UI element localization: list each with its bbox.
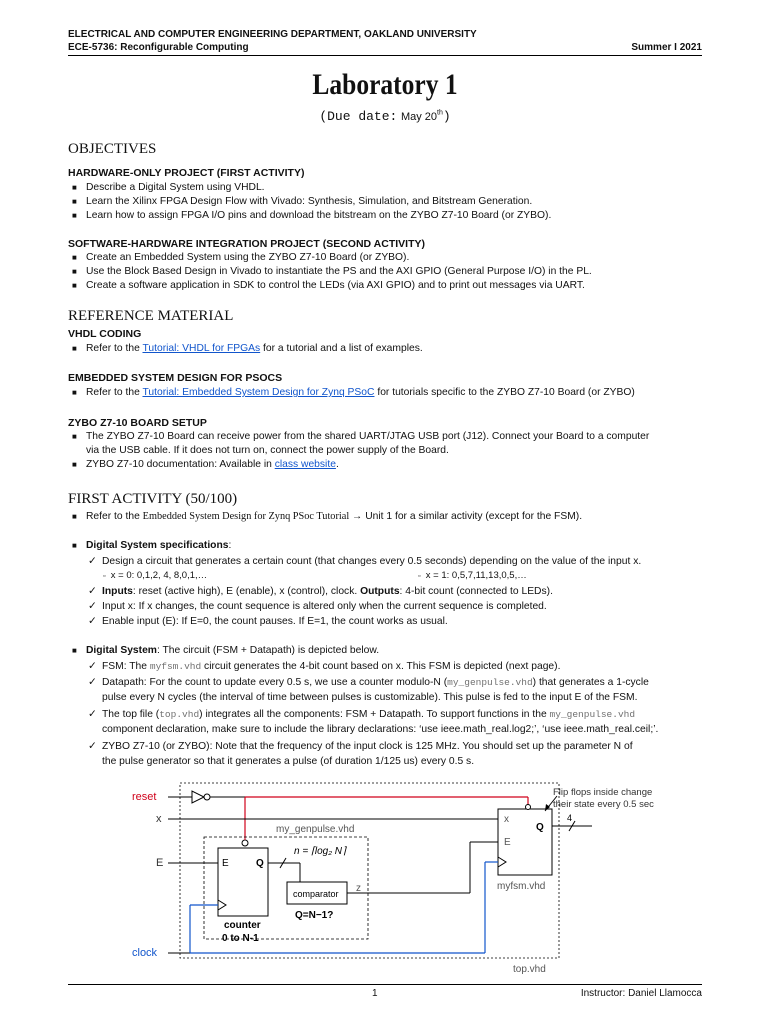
vhdl-item: ■ Refer to the Tutorial: VHDL for FPGAs for a tutorial and a list of examples. (72, 343, 423, 354)
ds-title: ■ Digital System: The circuit (FSM + Datapath) is depicted below. (72, 645, 380, 656)
page-number: 1 (372, 988, 378, 999)
class-website-link[interactable]: class website (274, 459, 336, 470)
E-label: E (156, 857, 164, 869)
fsm-name: myfsm.vhd (497, 881, 546, 892)
z-label: z (356, 883, 361, 894)
sequence-x0: ▫ x = 0: 0,1,2, 4, 8,0,1,… (103, 570, 208, 581)
hw-item: ■ Learn how to assign FPGA I/O pins and download the bitstream on the ZYBO Z7-10 Board (or ZYBO). (72, 210, 552, 221)
vhdl-title: VHDL CODING (68, 328, 142, 340)
first-refer: ■ Refer to the Embedded System Design for Zynq PSoc Tutorial → Unit 1 for a similar activity (except for the FSM). (72, 511, 583, 522)
header-dept: ELECTRICAL AND COMPUTER ENGINEERING DEPARTMENT, OAKLAND UNIVERSITY (68, 29, 477, 40)
counter-label: counter (224, 920, 261, 931)
spec-item: ✓ Design a circuit that generates a certain count (that changes every 0.5 seconds) depending on the value of the input x. (88, 556, 642, 567)
counter-E-pin: E (222, 858, 229, 869)
spec-title: ■ Digital System specifications: (72, 540, 232, 551)
bus-width: 4 (567, 813, 573, 823)
top-label: top.vhd (513, 964, 546, 975)
comparator-label: comparator (293, 889, 339, 899)
fsm-e-pin: E (504, 837, 511, 848)
sw-item: ■ Use the Block Based Design in Vivado to instantiate the PS and the AXI GPIO (General Purpose I/O) in the PL. (72, 266, 592, 277)
spec-item: ✓ Input x: If x changes, the count sequence is altered only when the current sequence is completed. (88, 601, 547, 612)
emb-tutorial-link[interactable]: Tutorial: Embedded System Design for Zynq PSoC (142, 387, 375, 398)
fsm-x-pin: x (504, 814, 509, 825)
ds-item-cont: the pulse generator so that it generates a pulse (of duration 1/125 us) every 0.5 s. (102, 756, 475, 767)
due-date: (Due date: May 20th) (319, 109, 451, 124)
zybo-item: ■ ZYBO Z7-10 documentation: Available in class website. (72, 459, 339, 470)
page-title: Laboratory 1 (312, 68, 458, 101)
sequence-x1: ▫ x = 1: 0,5,7,11,13,0,5,… (418, 570, 527, 581)
flipflop-note-1: Flip flops inside change (553, 787, 653, 798)
emb-item: ■ Refer to the Tutorial: Embedded System Design for Zynq PSoC for tutorials specific to the ZYBO Z7-10 Board (or ZYBO) (72, 387, 635, 398)
spec-item: ✓ Inputs: reset (active high), E (enable), x (control), clock. Outputs: 4-bit count (connected to LEDs). (88, 586, 553, 597)
ds-item: ✓ FSM: The myfsm.vhd circuit generates the 4-bit count based on x. This FSM is depicted (next page). (88, 661, 561, 672)
emb-title: EMBEDDED SYSTEM DESIGN FOR PSOCS (68, 372, 283, 384)
fsm-q-pin: Q (536, 822, 544, 833)
ds-item-cont: component declaration, make sure to include the library declarations: ‘use ieee.math_real.log2;’, ‘use ieee.math_real.ceil;’. (102, 724, 659, 735)
flipflop-note-2: their state every 0.5 sec (553, 799, 654, 810)
sw-item: ■ Create an Embedded System using the ZYBO Z7-10 Board (or ZYBO). (72, 252, 410, 263)
header-term: Summer I 2021 (631, 42, 702, 53)
header-course: ECE-5736: Reconfigurable Computing (68, 42, 249, 53)
ds-item: ✓ ZYBO Z7-10 (or ZYBO): Note that the frequency of the input clock is 125 MHz. You should set up the parameter N of (88, 741, 633, 752)
hw-title: HARDWARE-ONLY PROJECT (FIRST ACTIVITY) (68, 167, 305, 179)
counter-range-label: 0 to N-1 (222, 933, 259, 944)
genpulse-label: my_genpulse.vhd (276, 824, 355, 835)
objectives-heading: OBJECTIVES (68, 141, 157, 157)
inverter-icon (192, 791, 204, 803)
zybo-item-cont: via the USB cable. If it does not turn on, connect the power supply of the Board. (86, 445, 449, 456)
vhdl-tutorial-link[interactable]: Tutorial: VHDL for FPGAs (142, 343, 261, 354)
clock-label: clock (132, 947, 158, 959)
sw-title: SOFTWARE-HARDWARE INTEGRATION PROJECT (SECOND ACTIVITY) (68, 238, 425, 250)
ds-item-cont: pulse every N cycles (the interval of time between pulses is customizable). This pulse is fed to the input E of the FSM. (102, 692, 638, 703)
reset-label: reset (132, 791, 157, 803)
counter-Q-pin: Q (256, 858, 264, 869)
comparator-condition: Q=N−1? (295, 910, 334, 921)
instructor: Instructor: Daniel Llamocca (580, 988, 702, 999)
hw-item: ■ Learn the Xilinx FPGA Design Flow with Vivado: Synthesis, Simulation, and Bitstream Generation. (72, 196, 533, 207)
first-activity-heading: FIRST ACTIVITY (50/100) (68, 491, 238, 507)
sw-item: ■ Create a software application in SDK to control the LEDs (via AXI GPIO) and to print out messages via UART. (72, 280, 585, 291)
spec-item: ✓ Enable input (E): If E=0, the count pauses. If E=1, the count works as usual. (88, 616, 448, 627)
zybo-item: ■ The ZYBO Z7-10 Board can receive power from the shared UART/JTAG USB port (J12). Connect your Board to a computer (72, 431, 650, 442)
ds-item: ✓ The top file (top.vhd) integrates all the components: FSM + Datapath. To support functions in the my_genpulse.vhd (88, 709, 636, 720)
zybo-title: ZYBO Z7-10 BOARD SETUP (68, 417, 207, 429)
reference-heading: REFERENCE MATERIAL (68, 308, 234, 324)
ds-item: ✓ Datapath: For the count to update every 0.5 s, we use a counter modulo-N (my_genpulse.vhd) that generates a 1-cycle (88, 677, 649, 688)
n-formula: n = ⌈log₂ N⌉ (294, 846, 346, 857)
hw-item: ■ Describe a Digital System using VHDL. (72, 182, 265, 193)
footer-rule (68, 984, 702, 985)
x-label: x (156, 813, 162, 825)
